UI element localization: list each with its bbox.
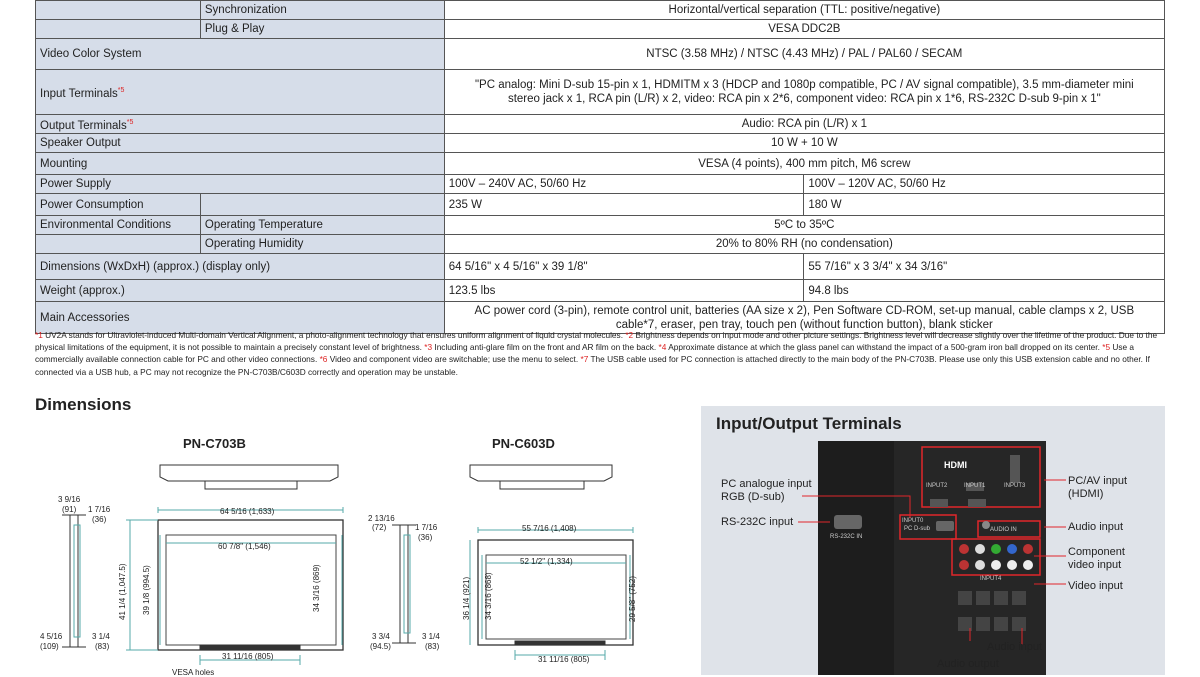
spec-label: Environmental Conditions: [36, 216, 201, 235]
dim-label: 3 1/4: [422, 632, 440, 641]
footnote-mark: *6: [319, 354, 328, 365]
footnote-text: Brightness depends on input mode and other picture settings. Brightness level will decrease slightly over the lifetime of the product. Due to the physical limitations of the equipment, it is not possible to maintain a precisely constant level of brightness.: [35, 330, 1158, 353]
footnote-text: Use a commercially available connection cable for PC and other video connections.: [35, 342, 1135, 365]
spec-value: VESA DDC2B: [444, 20, 1164, 39]
spec-row: [36, 115, 1165, 134]
dim-label: 29 5/8" (752): [628, 576, 637, 622]
spec-row: [36, 153, 1165, 175]
dim-label: 34 3/16 (869): [312, 564, 321, 612]
port-label: INPUT4: [980, 576, 1002, 582]
spec-value-a: 64 5/16" x 4 5/16" x 39 1/8": [444, 254, 804, 280]
spec-value: "PC analog: Mini D-sub 15-pin x 1, HDMITM x 3 (HDCP and 1080p compatible, PC / AV signal compatible), 3.5 mm-diameter mini stereo jack x 1, RCA pin (L/R) x 2, video: RCA pin x 2*6, component video: RCA pin x 1*6, RS-232C D-sub 9-pin x 1": [444, 70, 1164, 115]
footnote-text: Approximate distance at which the glass panel can withstand the impact of a 500-gram iron ball dropped on its center.: [666, 342, 1103, 353]
footnote-mark: *2: [625, 330, 634, 340]
footnote-mark: *4: [658, 342, 667, 353]
port-label: RS-232C IN: [830, 534, 863, 540]
dim-label: 2 13/16: [368, 514, 395, 523]
dim-label: (83): [95, 642, 110, 651]
dim-label: 36 1/4 (921): [462, 576, 471, 620]
callout-pc-av: PC/AV input (HDMI): [1068, 475, 1128, 500]
spec-value: 20% to 80% RH (no condensation): [444, 235, 1164, 254]
dim-label: 60 7/8" (1,546): [218, 542, 271, 551]
callout-rs232c: RS-232C input: [721, 516, 794, 528]
dim-label: 64 5/16 (1,633): [220, 507, 275, 516]
model-a-name: PN-C703B: [183, 436, 246, 451]
dim-label: 52 1/2" (1,334): [520, 557, 573, 566]
dim-label: (36): [92, 515, 107, 524]
model-b-name: PN-C603D: [492, 436, 555, 451]
spec-row: [36, 175, 1165, 194]
callout-audio-input: Audio input: [1068, 521, 1124, 533]
callout-pc-analogue: PC analogue input RGB (D-sub): [721, 478, 812, 503]
spec-value: AC power cord (3-pin), remote control unit, batteries (AA size x 2), Pen Software CD-ROM, set-up manual, cable clamps x 2, USB cable*7, eraser, pen tray, touch pen (without function button), blank sticker: [444, 302, 1164, 334]
dim-label: 3 1/4: [92, 632, 110, 641]
spec-sublabel: Plug & Play: [200, 20, 444, 39]
spec-value: NTSC (3.58 MHz) / NTSC (4.43 MHz) / PAL / PAL60 / SECAM: [444, 39, 1164, 70]
port-label: INPUT2: [926, 483, 948, 489]
hdmi-logo: HDMI: [944, 460, 967, 470]
spec-label: [36, 20, 201, 39]
port-label: INPUT3: [1004, 483, 1026, 489]
spec-label: Power Supply: [36, 175, 445, 194]
dim-label: 4 5/16: [40, 632, 63, 641]
dim-label: 41 1/4 (1,047.5): [118, 563, 127, 620]
footnote-mark: *3: [424, 342, 433, 353]
spec-sublabel: Operating Humidity: [200, 235, 444, 254]
spec-value-b: 180 W: [804, 194, 1165, 216]
spec-value-a: 100V – 240V AC, 50/60 Hz: [444, 175, 804, 194]
spec-label: Output Terminals$^{*5}$: [36, 115, 445, 134]
callout-lines: [700, 406, 1165, 675]
dimensions-heading: Dimensions: [35, 395, 132, 414]
footnote-mark: *1: [35, 330, 43, 340]
terminals-heading: Input/Output Terminals: [716, 414, 902, 433]
callout-audio-output: Audio output: [937, 658, 999, 670]
spec-value: 10 W + 10 W: [444, 134, 1164, 153]
spec-row: [36, 1, 1165, 20]
port-label: AUDIO IN: [990, 527, 1017, 533]
spec-row: [36, 39, 1165, 70]
spec-label: [36, 235, 201, 254]
spec-row: [36, 254, 1165, 280]
callout-component: Component video input: [1068, 546, 1125, 571]
spec-label: Weight (approx.): [36, 280, 445, 302]
spec-label: Video Color System: [36, 39, 445, 70]
footnote-text: UV2A stands for Ultraviolet-induced Multi-domain Vertical Alignment, a photo-alignment technology that ensures uniform alignment of liquid crystal molecules.: [42, 330, 626, 340]
dim-label: 34 3/16 (868): [484, 572, 493, 620]
port-label: INPUT0: [902, 518, 924, 524]
spec-label: Speaker Output: [36, 134, 445, 153]
spec-label: [36, 1, 201, 20]
spec-value: Horizontal/vertical separation (TTL: positive/negative): [444, 1, 1164, 20]
dim-label: (91): [62, 505, 77, 514]
dim-label: (109): [40, 642, 59, 651]
spec-label: Dimensions (WxDxH) (approx.) (display only): [36, 254, 445, 280]
callout-video-input: Video input: [1068, 580, 1123, 592]
spec-row: [36, 20, 1165, 39]
spec-row: [36, 194, 1165, 216]
footnote-mark: *7: [580, 354, 589, 365]
spec-label: Input Terminals$^{*5}$: [36, 70, 445, 115]
spec-label: Power Consumption: [36, 194, 201, 216]
dim-label: (83): [425, 642, 440, 651]
dim-label: 31 11/16 (805): [222, 652, 274, 661]
dim-label: (72): [372, 523, 387, 532]
dim-label: 1 7/16: [88, 505, 111, 514]
spec-row: [36, 134, 1165, 153]
spec-sublabel: [200, 194, 444, 216]
spec-sublabel: Operating Temperature: [200, 216, 444, 235]
spec-value-b: 100V – 120V AC, 50/60 Hz: [804, 175, 1165, 194]
dim-label: 39 1/8 (994.5): [142, 565, 151, 615]
spec-label: Main Accessories: [36, 302, 445, 334]
callout-audio-input-2: Audio input: [987, 641, 1043, 653]
spec-value-b: 55 7/16" x 3 3/4" x 34 3/16": [804, 254, 1165, 280]
spec-row: [36, 280, 1165, 302]
footnotes: [35, 329, 1167, 378]
spec-label: Mounting: [36, 153, 445, 175]
dim-label: (36): [418, 533, 433, 542]
spec-table: [35, 0, 1165, 334]
spec-row: [36, 70, 1165, 115]
spec-value-a: 235 W: [444, 194, 804, 216]
spec-value: Audio: RCA pin (L/R) x 1: [444, 115, 1164, 134]
footnote-text: Including anti-glare film on the front and AR film on the back.: [432, 342, 659, 353]
dim-label: 3 9/16: [58, 495, 81, 504]
spec-value: 5ºC to 35ºC: [444, 216, 1164, 235]
dim-label: 31 11/16 (805): [538, 655, 590, 664]
dim-label: VESA holes: [172, 668, 215, 677]
spec-sublabel: Synchronization: [200, 1, 444, 20]
port-label: PC D-sub: [904, 526, 931, 532]
port-label: INPUT1: [964, 483, 986, 489]
spec-row: [36, 216, 1165, 235]
footnote-text: Video and component video are switchable; use the menu to select.: [327, 354, 581, 365]
spec-value: VESA (4 points), 400 mm pitch, M6 screw: [444, 153, 1164, 175]
dim-label: 1 7/16: [415, 523, 438, 532]
spec-value-a: 123.5 lbs: [444, 280, 804, 302]
dim-label: (94.5): [370, 642, 391, 651]
dim-label: 55 7/16 (1,408): [522, 524, 577, 533]
dim-label: 3 3/4: [372, 632, 390, 641]
footnote-mark: *5: [1102, 342, 1111, 353]
spec-value-b: 94.8 lbs: [804, 280, 1165, 302]
spec-row: [36, 235, 1165, 254]
footnote-text: The USB cable used for PC connection is attached directly to the main body of the PN-C703B. Please use only this USB extension cable and no other. If connected via a USB hub, a PC may not recognize the PN-C703B/C603D correctly and operation may be unstable.: [35, 354, 1150, 377]
